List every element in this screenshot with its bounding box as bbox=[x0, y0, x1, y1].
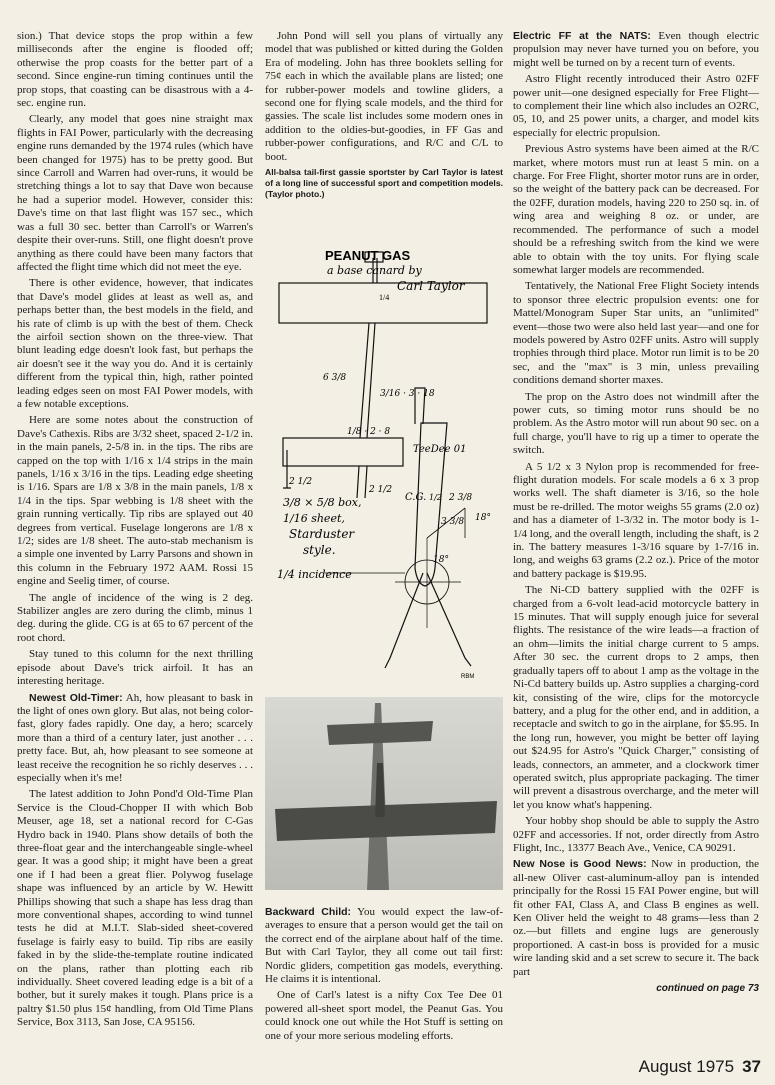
canard-outline bbox=[283, 438, 403, 466]
column-1 bbox=[17, 30, 253, 1033]
fuselage-boom bbox=[360, 258, 377, 438]
section-heading: New Nose is Good News: bbox=[513, 858, 647, 871]
page-number: 37 bbox=[742, 1057, 761, 1076]
paragraph bbox=[513, 30, 759, 70]
paragraph bbox=[265, 906, 503, 986]
paragraph bbox=[513, 391, 759, 458]
paragraph: The angle of incidence of the wing is 2 deg. Stabilizer angles are zero during the climb, minus 1 deg. during the glide. CG is at 65 to 67 percent of the root chord. bbox=[17, 591, 253, 644]
label-two-half-b: 2 1/2 bbox=[369, 485, 393, 495]
label-boom: 3/16 · 3 · 18 bbox=[380, 389, 435, 399]
artist-signature: RBM bbox=[461, 674, 475, 680]
paragraph-text: Now in production, the all-new Oliver cast-aluminum-alloy pan is intended principally for the Rossi 15 FAI Power engine, but will fit other FAI, Class A, and Class B engines as well. Ken Oliver held the weight to 48 grams—less than 2 oz.—but fillets and engine lugs are generously proportioned. A cast-in boss is provided for a music wire landing skid and a set screw to secure it. The back part bbox=[513, 858, 760, 978]
section-heading: Electric FF at the NATS: bbox=[513, 30, 651, 42]
drawing-subtitle: a base canard by bbox=[327, 264, 422, 277]
paragraph-text: The Ni-CD battery supplied with the 02FF is charged from a 6-volt lead-acid motorcycle battery in 15 minutes. That will supply enough juice for several flights. The resistance of the wire leads—a fraction of an ohm—limits the initial charge current to 5 amps. After 30 sec. the current drops to 2 amps, then gradually tapers off to about 1 amp as the voltage in the Ni-Cd battery builds up. Astro supplies a charging-cord kit, consisting of the wire, clips for the motorcycle battery, and a plug for the other end, and in addition, a receptacle and switch to go in the airplane, for $5.95. In the long run, however, you might be better off laying out $24.95 for Astro's "Quick Charger," consisting of leads, connectors, an ammeter, and a clockwork timer operated switch, plus appropriate packaging. The timer will prevent a disastrous overcharge, and the meter will let you know what's happening. bbox=[513, 584, 759, 811]
column-3 bbox=[513, 30, 759, 995]
paragraph bbox=[265, 989, 503, 1043]
section-heading: Newest Old-Timer: bbox=[29, 691, 123, 704]
label-eighteen-a: 18° bbox=[475, 513, 491, 523]
landing-gear bbox=[385, 573, 471, 668]
paragraph: John Pond will sell you plans of virtually any model that was published or kitted during the Golden Era of modeling. John has three booklets selling for 75¢ each in which the available plans are listed; one for rubber-power models and towline gliders, a second one for flying scale models, and the third for gassies. The scale list includes some modern ones in addition to the oldies-but-goodies, in FF Gas and rubber-power configurations, and R/C and C/L to boot. bbox=[265, 30, 503, 163]
column-2-bottom bbox=[265, 906, 503, 1046]
label-box: 3/8 × 5/8 box, bbox=[283, 496, 362, 509]
label-eighteen-b: 18° bbox=[433, 555, 449, 565]
paragraph bbox=[513, 858, 759, 979]
paragraph-text: You would expect the law-of-averages to ensure that a person would get the tail on the correct end of the airplane about half of the time. But with Carl Taylor, they all come out tail first: Nordic gliders, competition gas models, everything. He claims it is intentional. bbox=[265, 906, 503, 986]
section-heading: Backward Child: bbox=[265, 906, 352, 918]
label-two-half-a: 2 1/2 bbox=[289, 477, 313, 487]
drawing-title: PEANUT GAS bbox=[325, 248, 411, 263]
paragraph-text: Astro Flight recently introduced their Astro 02FF power unit—one designed especially for Free Flight—to complement their line which also includes an O2RC, 05, 10, and 25 power units, a charger, and model kits especially for electric propulsion. bbox=[513, 73, 759, 139]
label-half: 1/2 bbox=[429, 493, 442, 502]
label-stardust: Starduster bbox=[289, 527, 355, 541]
paragraph-text: Previous Astro systems have been aimed at the R/C market, where motors must run at least 5 min. on a charge. For Free Flight, shorter motor runs are in order, so the weight of the battery pack can be decreased. For the 02FF, duration models, having 220 to 250 sq. in. of wing area and weighing 8 oz. or under, are recommended. The performance of such a model should be a refreshing switch from the kind we were able to obtain with the toy units. For flying scale somewhat larger models are recommended. bbox=[513, 143, 759, 276]
paragraph bbox=[513, 73, 759, 140]
label-quarter: 1/4 bbox=[379, 293, 390, 302]
paragraph: Clearly, any model that goes nine straight max flights in FAI Power, particularly with the decreasing engine runs demanded by the 1974 rules (which have been changed for 1975) has to be pretty good. But since Carroll and Warren had over-runs, it would be stretching things a lot to say that Dave won because he had a superior model. However, consider this: Dave's time on that last flight was 157 sec., which was a full 30 sec. better than Carroll's or Warren's despite their over-runs. Still, one flight doesn't prove anything as there could have been many factors that affected the flight time which did not meet the eye. bbox=[17, 113, 253, 273]
paragraph bbox=[513, 143, 759, 277]
page-footer bbox=[639, 1057, 761, 1077]
paragraph: There is other evidence, however, that indicates that Dave's model glides at least as well as, and perhaps better than, the best models in the field, and his rate of climb is up with the best of them. Check the airfoil section shown on the three-view. That blunt leading edge doesn't look fast, but perhaps the air doesn't see it the way you do. And it is certainly different from the typical thin, high, rather pointed leading edges seen on most FAI Power models, with a few notable exceptions. bbox=[17, 277, 253, 410]
label-front: 1/8 · 2 · 8 bbox=[347, 427, 391, 437]
paragraph bbox=[513, 461, 759, 582]
label-teedee: TeeDee 01 bbox=[413, 444, 467, 455]
drawing-author: Carl Taylor bbox=[397, 279, 465, 293]
model-photo bbox=[265, 697, 503, 890]
label-incidence: 1/4 incidence bbox=[277, 568, 352, 581]
paragraph: Here are some notes about the construction of Dave's Cathexis. Ribs are 3/32 sheet, spaced 2-1/2 in. in the main panels, 2-5/8 in. in the tips. The ribs are capped on the top with 1/16 x 1/4 strips in the main panels, 1/16 x 3/16 in the tips. Leading edge sheeting is 1/16. Spars are 1/8 x 3/8 in the main panels, 1/8 x 1/4 in the tips. Spar webbing is 1/8 sheet with the grain running vertically. Tip ribs are splayed out 40 degrees from vertical. Fuselage longerons are 1/8 x 1/2; sides are 1/8 sheet. The auto-stab mechanism is a simple one invented by Larry Parsons and shown in this column in the February 1972 AAM. Rossi 15 engine and Seelig timer, of course. bbox=[17, 414, 253, 588]
paragraph bbox=[513, 280, 759, 387]
label-three-three-eighths: 3 3/8 bbox=[441, 517, 465, 527]
label-cg: C.G. bbox=[405, 492, 427, 503]
paragraph-text: The prop on the Astro does not windmill after the power cuts, so timing motor runs should be no problem. As the Astro motor will run about 90 sec. on a full charge, you'll have to rig up a timer to operate the switch. bbox=[513, 390, 759, 457]
paragraph: The latest addition to John Pond'd Old-Time Plan Service is the Cloud-Chopper II with which Bob Meuser, age 18, set a national record for C-Gas Hydro back in 1940. Plans show details of both the three-float gear and the interchangeable single-wheel gear. It was a good ship; it might have been a great one if I had been a great flier. Polywog fuselage shape was influenced by an article by W. Hewitt Phillips showing that such a shape has less drag than more conventional shapes, according to wind tunnel tests he did at M.I.T. Slab-sided sheet-covered fuselage is fairly easy to build. Tip ribs are easily faked in by the slide-the-template routine indicated on the plans, rather than plotting each rib individually. Sheet covered leading edge is a bit of a bother, but it surely makes it tough. Plans price is a paltry $1.50 plus 15¢ handling, from Old Time Plans Service, Box 3113, San Jose, CA 95156. bbox=[17, 788, 253, 1029]
column-2 bbox=[265, 30, 503, 203]
paragraph: Stay tuned to this column for the next thrilling episode about Dave's trick airfoil. It has an interesting heritage. bbox=[17, 648, 253, 688]
paragraph-old-timer bbox=[17, 692, 253, 786]
paragraph-text: Your hobby shop should be able to supply the Astro 02FF and accessories. If not, order directly from Astro Flight, Inc., 13377 Beach Ave., Venice, CA 90291. bbox=[513, 815, 759, 854]
paragraph bbox=[513, 815, 759, 855]
peanut-gas-drawing bbox=[265, 238, 503, 688]
label-two-three-eighths: 2 3/8 bbox=[449, 493, 473, 503]
paragraph-text: Even though electric propulsion may never have turned you on before, you might well be turned on by a recent turn of events. bbox=[513, 30, 759, 69]
paragraph-text: One of Carl's latest is a nifty Cox Tee Dee 01 powered all-sheet sport model, the Peanut Gas. You could knock one out while the Hot Stuff is setting on one of your more serious modeling efforts. bbox=[265, 989, 503, 1042]
label-sheet: 1/16 sheet, bbox=[283, 512, 345, 525]
canard bbox=[327, 721, 433, 745]
continued-note: continued on page 73 bbox=[656, 983, 759, 995]
label-six-three-eighths: 6 3/8 bbox=[323, 373, 347, 383]
paragraph: sion.) That device stops the prop within a few milliseconds after the engine is flooded off; otherwise the prop coasts for the better part of a second. Since engine-run timing continues until the prop stops, that coasting can be disastrous with a 4-sec. engine run. bbox=[17, 30, 253, 110]
paragraph-text: Tentatively, the National Free Flight Society intends to sponsor three electric propulsion events: one for Mattel/Monogram Super Star units, an "unlimited" event—those two were also held last year—and one for models powered by Astro 02FF units. Astro will supply trophies through third place. Motor run limit is to be 20 sec, and the "max" is 3 min, unless prevailing conditions demand shorter maxes. bbox=[513, 280, 759, 387]
paragraph bbox=[513, 584, 759, 812]
issue-date: August 1975 bbox=[638, 1057, 735, 1076]
photo-caption: All-balsa tail-first gassie sportster by Carl Taylor is latest of a long line of successful sport and competition models. (Taylor photo.) bbox=[265, 167, 503, 200]
fuselage-front bbox=[357, 466, 367, 498]
label-style: style. bbox=[303, 543, 336, 557]
paragraph-text: Ah, how pleasant to bask in the light of ones own glory. But alas, not being color-fast, glory fades rapidly. One day, a hero; scarcely more than a third of a century later, just another . . . pretty face. But, ah, how pleasant to see someone at least receive the recognition he so richly deserves . . . especially when it's me! bbox=[17, 691, 253, 784]
paragraph-text: A 5 1/2 x 3 Nylon prop is recommended for free-flight duration models. For scale models a 6 x 3 prop works well. The shaft diameter is 3/16, so the hole must be re-drilled. The motor weighs 55 grams (2.0 oz) and has a diameter of 1-3/32 in. The motor body is 1-1/4 long, and the overall length, including the shaft, is 2 in. The battery measures 1-3/16 square by 1-7/16 in. long, and weighs 63 grams (2.2 oz.). Price of the motor and battery package is $19.95. bbox=[513, 460, 759, 580]
